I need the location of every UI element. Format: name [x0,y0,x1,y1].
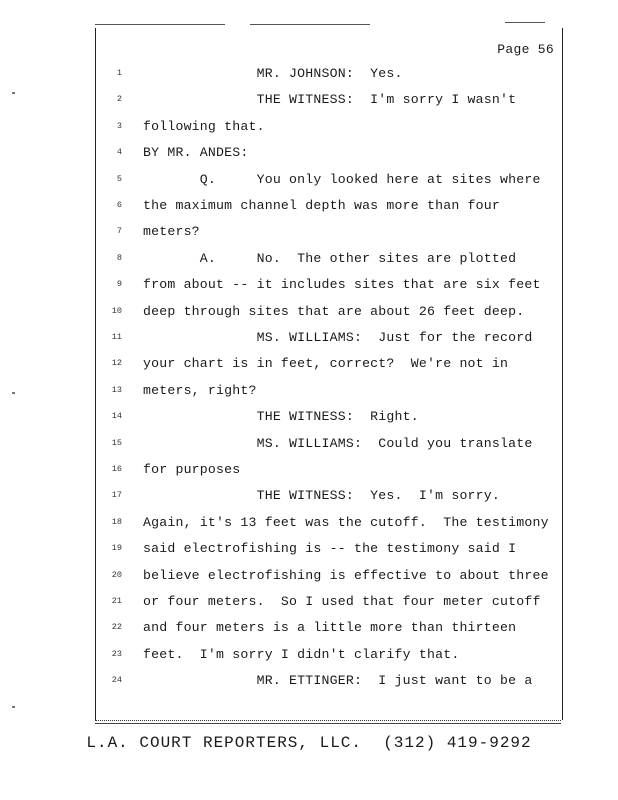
transcript-line [96,198,562,224]
line-number: 1 [116,68,122,78]
transcript-line [96,356,562,382]
transcript-line [96,409,562,435]
line-text: MS. WILLIAMS: Just for the record [143,330,533,345]
transcript-line [96,620,562,646]
transcript-line [96,277,562,303]
line-text: THE WITNESS: Yes. I'm sorry. [143,488,501,504]
scan-mark-left-3 [12,706,15,708]
line-number: 13 [111,384,122,395]
line-number: 24 [111,675,122,686]
transcript-line [96,541,562,567]
transcript-line [96,119,562,145]
line-number: 6 [116,200,122,210]
line-number: 8 [116,252,122,263]
transcript-page [95,28,563,720]
transcript-line [96,594,562,620]
line-text: Again, it's 13 feet was the cutoff. The testimony [143,514,549,530]
scan-mark-left-1 [12,92,15,94]
transcript-line [96,224,562,250]
scan-mark-top-1 [95,24,225,25]
line-text: for purposes [143,462,241,477]
transcript-line [96,647,562,673]
line-text: your chart is in feet, correct? We're not in [143,356,509,372]
line-text: meters? [143,224,200,240]
transcript-line [96,330,562,356]
transcript-line [96,172,562,198]
scan-mark-top-2 [250,24,370,25]
line-text: Q. You only looked here at sites where [143,171,541,187]
line-text: meters, right? [143,382,257,398]
line-number: 21 [111,596,122,606]
line-text: A. No. The other sites are plotted [143,250,517,266]
line-text: believe electrofishing is effective to about three [143,567,549,583]
line-text: or four meters. So I used that four meter cutoff [143,594,541,609]
line-number: 15 [111,437,122,448]
line-number: 5 [116,173,122,184]
line-text: MR. JOHNSON: Yes. [143,66,403,81]
line-number: 10 [111,305,122,316]
transcript-line [96,145,562,171]
line-text: MS. WILLIAMS: Could you translate [143,435,533,451]
line-number: 19 [111,543,122,554]
transcript-line [96,92,562,118]
line-number: 3 [116,120,122,131]
line-text: deep through sites that are about 26 feet deep. [143,303,525,319]
line-text: BY MR. ANDES: [143,145,249,161]
line-number: 17 [111,490,122,501]
line-text: the maximum channel depth was more than four [143,198,501,213]
transcript-line [96,568,562,594]
line-text: said electrofishing is -- the testimony said I [143,541,517,557]
transcript-line [96,515,562,541]
line-number: 22 [111,622,122,633]
line-number: 14 [111,411,122,422]
transcript-line [96,304,562,330]
line-number: 12 [111,358,122,369]
line-number: 11 [111,332,122,342]
transcript-line [96,251,562,277]
transcript-line [96,673,562,699]
scan-mark-top-3 [505,22,545,23]
transcript-line [96,436,562,462]
page-bottom-border [95,720,561,724]
line-text: THE WITNESS: Right. [143,409,419,425]
line-number: 7 [116,226,122,237]
transcript-line [96,488,562,514]
page-number: Page 56 [497,42,554,57]
transcript-line [96,383,562,409]
line-number: 23 [111,648,122,659]
line-number: 4 [116,147,122,158]
court-reporter-footer: L.A. COURT REPORTERS, LLC. (312) 419-9292 [86,734,532,752]
line-number: 9 [116,279,122,290]
line-number: 20 [111,569,122,580]
line-text: feet. I'm sorry I didn't clarify that. [143,646,460,662]
line-number: 2 [116,94,122,105]
line-number: 16 [111,464,122,474]
scan-mark-left-2 [12,392,15,394]
line-text: and four meters is a little more than thirteen [143,620,517,636]
transcript-line [96,462,562,488]
line-text: MR. ETTINGER: I just want to be a [143,673,533,689]
transcript-line [96,66,562,92]
line-text: from about -- it includes sites that are six feet [143,277,541,293]
line-text: THE WITNESS: I'm sorry I wasn't [143,92,517,108]
line-text: following that. [143,118,265,134]
line-number: 18 [111,516,122,527]
